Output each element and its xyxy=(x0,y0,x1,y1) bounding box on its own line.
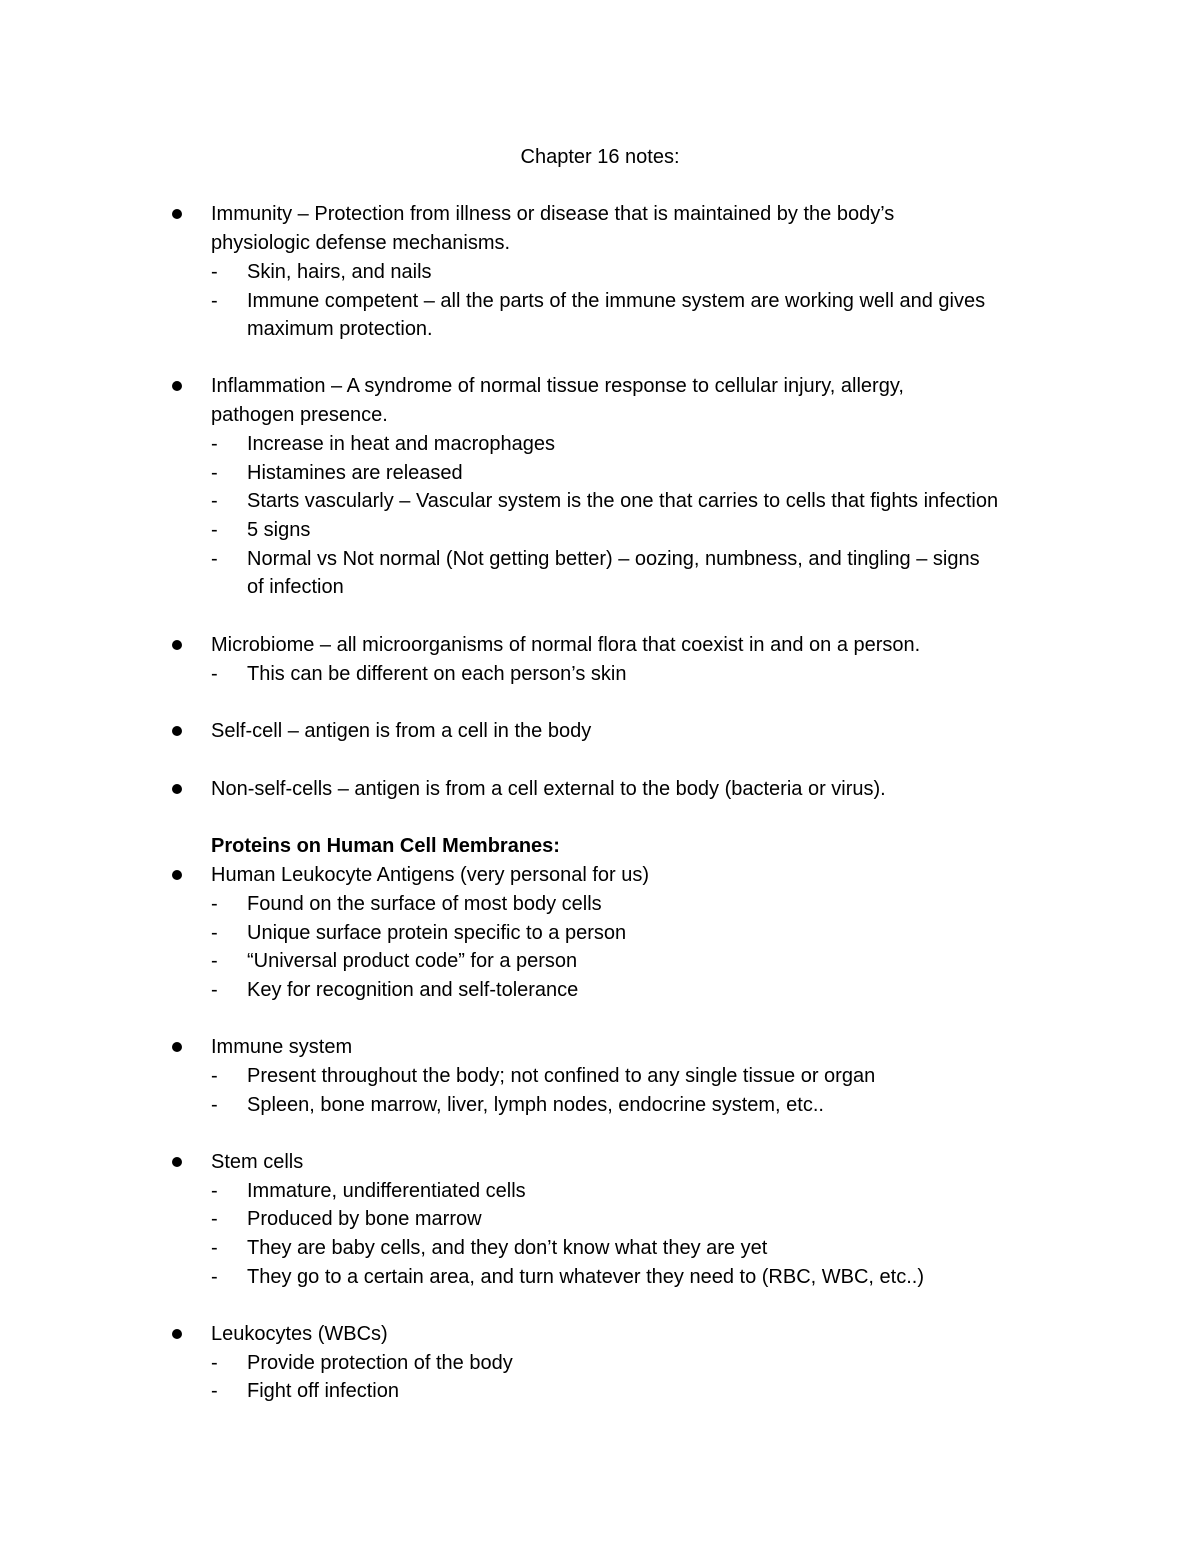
sub-item-text: Present throughout the body; not confined to any single tissue or organ xyxy=(247,1065,876,1087)
bullet-icon xyxy=(172,640,182,650)
bullet-icon xyxy=(172,726,182,736)
dash-icon: - xyxy=(211,1094,218,1116)
section-heading: Proteins on Human Cell Membranes: xyxy=(211,835,560,857)
sub-item-text: This can be different on each person’s skin xyxy=(247,663,627,685)
dash-icon: - xyxy=(211,490,218,512)
sub-item-text: 5 signs xyxy=(247,519,311,541)
bullet-text: Inflammation – A syndrome of normal tissue response to cellular injury, allergy, xyxy=(211,375,904,397)
dash-icon: - xyxy=(211,1208,218,1230)
sub-item-text: Skin, hairs, and nails xyxy=(247,261,432,283)
dash-icon: - xyxy=(211,979,218,1001)
dash-icon: - xyxy=(211,290,218,312)
bullet-icon xyxy=(172,381,182,391)
bullet-text-continued: pathogen presence. xyxy=(211,404,388,426)
bullet-icon xyxy=(172,870,182,880)
sub-item-text-continued: maximum protection. xyxy=(247,318,433,340)
dash-icon: - xyxy=(211,1352,218,1374)
dash-icon: - xyxy=(211,548,218,570)
sub-item-text: Key for recognition and self-tolerance xyxy=(247,979,579,1001)
dash-icon: - xyxy=(211,462,218,484)
sub-item-text: Spleen, bone marrow, liver, lymph nodes, endocrine system, etc.. xyxy=(247,1094,824,1116)
sub-item-text: Fight off infection xyxy=(247,1380,399,1402)
dash-icon: - xyxy=(211,663,218,685)
sub-item-text: Immune competent – all the parts of the immune system are working well and gives xyxy=(247,290,986,312)
dash-icon: - xyxy=(211,1237,218,1259)
bullet-text: Self-cell – antigen is from a cell in the body xyxy=(211,720,592,742)
dash-icon: - xyxy=(211,922,218,944)
sub-item-text: They are baby cells, and they don’t know what they are yet xyxy=(247,1237,768,1259)
dash-icon: - xyxy=(211,1380,218,1402)
dash-icon: - xyxy=(211,1180,218,1202)
sub-item-text-continued: of infection xyxy=(247,576,344,598)
sub-item-text: Produced by bone marrow xyxy=(247,1208,482,1230)
sub-item-text: “Universal product code” for a person xyxy=(247,950,578,972)
bullet-text: Immunity – Protection from illness or disease that is maintained by the body’s xyxy=(211,203,895,225)
sub-item-text: Starts vascularly – Vascular system is the one that carries to cells that fights infection xyxy=(247,490,999,512)
bullet-text: Immune system xyxy=(211,1036,353,1058)
sub-item-text: Normal vs Not normal (Not getting better) – oozing, numbness, and tingling – signs xyxy=(247,548,980,570)
page-title: Chapter 16 notes: xyxy=(520,146,680,168)
bullet-text: Non-self-cells – antigen is from a cell external to the body (bacteria or virus). xyxy=(211,778,886,800)
bullet-icon xyxy=(172,1329,182,1339)
bullet-icon xyxy=(172,1042,182,1052)
dash-icon: - xyxy=(211,1065,218,1087)
sub-item-text: Histamines are released xyxy=(247,462,463,484)
sub-item-text: Immature, undifferentiated cells xyxy=(247,1180,526,1202)
bullet-text: Human Leukocyte Antigens (very personal for us) xyxy=(211,864,649,886)
sub-item-text: They go to a certain area, and turn whatever they need to (RBC, WBC, etc..) xyxy=(247,1266,924,1288)
bullet-icon xyxy=(172,209,182,219)
dash-icon: - xyxy=(211,893,218,915)
bullet-icon xyxy=(172,1157,182,1167)
bullet-text: Stem cells xyxy=(211,1151,304,1173)
bullet-text: Leukocytes (WBCs) xyxy=(211,1323,388,1345)
dash-icon: - xyxy=(211,1266,218,1288)
bullet-text: Microbiome – all microorganisms of normal flora that coexist in and on a person. xyxy=(211,634,921,656)
dash-icon: - xyxy=(211,261,218,283)
bullet-text-continued: physiologic defense mechanisms. xyxy=(211,232,511,254)
sub-item-text: Increase in heat and macrophages xyxy=(247,433,555,455)
sub-item-text: Provide protection of the body xyxy=(247,1352,513,1374)
sub-item-text: Unique surface protein specific to a person xyxy=(247,922,627,944)
dash-icon: - xyxy=(211,519,218,541)
dash-icon: - xyxy=(211,950,218,972)
bullet-icon xyxy=(172,784,182,794)
dash-icon: - xyxy=(211,433,218,455)
sub-item-text: Found on the surface of most body cells xyxy=(247,893,602,915)
